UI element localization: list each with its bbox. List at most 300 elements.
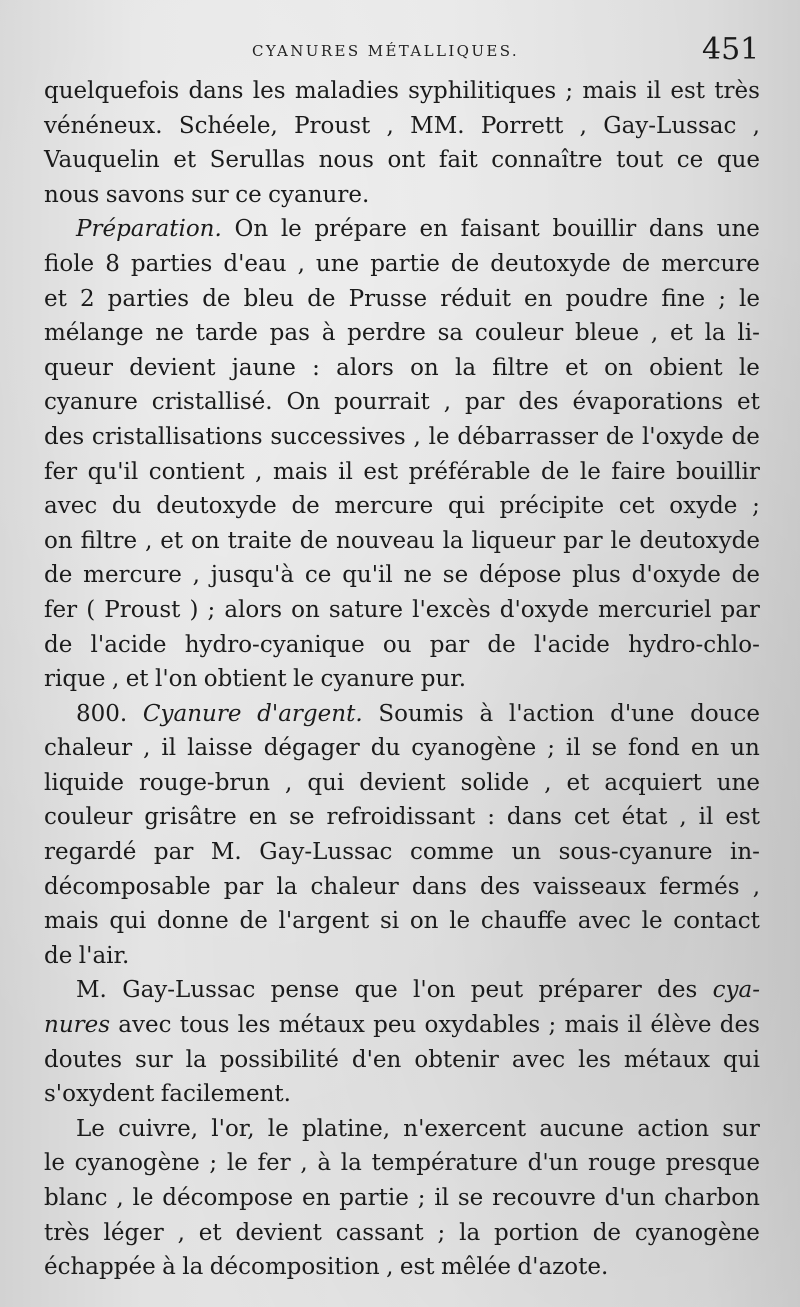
word: en	[524, 285, 553, 312]
word: presque	[665, 1150, 760, 1177]
text-line	[44, 1077, 760, 1112]
word: la	[704, 320, 726, 347]
word: Serullas	[209, 147, 306, 174]
word: de	[592, 1219, 622, 1246]
word: peu	[373, 1012, 417, 1039]
word: la	[276, 873, 298, 900]
word: le	[579, 458, 601, 485]
word: tous	[179, 1012, 230, 1039]
text-line	[44, 1146, 760, 1181]
word: ;	[437, 1219, 446, 1246]
word: et	[125, 666, 149, 693]
word: mercure	[334, 493, 434, 520]
word: traite	[227, 527, 292, 554]
word: chauffe	[480, 908, 568, 935]
word: de	[202, 285, 231, 312]
word: en	[690, 735, 720, 762]
word: recouvre	[492, 1185, 596, 1211]
word: de	[450, 250, 480, 277]
word: On	[234, 216, 269, 243]
text-line	[44, 1112, 760, 1147]
word: ,	[679, 804, 687, 831]
word: préférable	[408, 458, 531, 485]
text-line	[44, 178, 760, 213]
word: en	[419, 216, 448, 243]
word: de	[44, 562, 73, 589]
word: mais	[272, 458, 328, 485]
word: dépose	[479, 562, 562, 589]
word: échappée	[44, 1254, 156, 1281]
word: fond	[627, 735, 680, 762]
word: ;	[718, 285, 726, 312]
word: dégager	[263, 735, 360, 762]
word: est	[363, 458, 399, 485]
text-line	[44, 247, 760, 282]
word: sous-cyanure	[558, 839, 713, 866]
word: l'action	[508, 700, 595, 727]
word: 8	[105, 250, 120, 277]
word: se	[591, 735, 618, 762]
word: à	[317, 1150, 332, 1177]
word: ;	[209, 1150, 218, 1177]
word: en	[248, 804, 278, 831]
word: quelquefois	[44, 78, 180, 104]
word: de	[299, 527, 329, 554]
word: laisse	[187, 735, 253, 762]
word: M.	[76, 977, 107, 1004]
text-line	[44, 524, 760, 559]
text-line	[44, 1250, 760, 1285]
word: refroidissant	[326, 804, 476, 831]
word: Schéele,	[178, 112, 278, 139]
word: de	[44, 631, 73, 658]
word: acquiert	[604, 769, 702, 796]
word: syphilitiques	[408, 78, 557, 104]
running-title: CYANURES MÉTALLIQUES.	[252, 42, 520, 60]
word: d'argent.	[257, 700, 363, 727]
word: les	[237, 1012, 271, 1039]
word: qui	[723, 1046, 760, 1073]
word: il	[698, 804, 714, 831]
word: vénéneux.	[44, 112, 163, 139]
word: mercure	[83, 562, 182, 589]
word: d'un	[527, 1150, 579, 1177]
text-line	[44, 74, 760, 109]
word: maladies	[294, 78, 399, 104]
word: fait	[438, 147, 478, 174]
word: décomposable	[44, 873, 211, 900]
word: de	[239, 908, 268, 935]
word: solide	[460, 769, 530, 796]
word: fer	[44, 596, 78, 623]
word: le	[449, 908, 471, 935]
word: partie	[339, 1185, 409, 1211]
word: de	[621, 250, 651, 277]
word: décomposition	[209, 1254, 380, 1281]
text-line	[44, 835, 760, 870]
word: Prusse	[348, 285, 428, 312]
word: ,	[300, 1150, 308, 1177]
word: léger	[103, 1219, 164, 1246]
word: devient	[129, 354, 216, 381]
word: Vauquelin	[44, 147, 160, 174]
word: jusqu'à	[210, 562, 295, 589]
word: queur	[44, 354, 113, 381]
word: ;	[547, 735, 555, 762]
word: est	[670, 78, 706, 104]
word: chaleur	[44, 735, 133, 762]
word: et	[44, 285, 67, 312]
word: ;	[752, 493, 760, 520]
word: possibilité	[219, 1046, 339, 1073]
word: par	[464, 389, 505, 416]
body-text	[44, 74, 760, 1285]
word: successives	[270, 423, 406, 450]
word: et	[737, 389, 760, 416]
word: l'on	[154, 666, 198, 693]
word: se	[289, 804, 315, 831]
word: à	[321, 320, 336, 347]
word: et	[566, 769, 590, 796]
word: le	[738, 354, 760, 381]
text-line	[44, 1181, 760, 1216]
word: il	[338, 458, 353, 485]
word: des	[518, 389, 559, 416]
word: cyanogène	[634, 1219, 760, 1246]
word: ,	[145, 527, 153, 554]
word: li-	[737, 320, 760, 347]
text-line	[44, 351, 760, 386]
word: avec	[511, 1046, 566, 1073]
word: évaporations	[572, 389, 724, 416]
word: action	[637, 1115, 710, 1142]
text-line	[44, 212, 760, 247]
word: cristallisé.	[151, 389, 273, 416]
word: ,	[544, 769, 552, 796]
word: la	[340, 1150, 362, 1177]
word: si	[379, 908, 400, 935]
word: doutes	[44, 1046, 123, 1073]
page-number: 451	[702, 32, 760, 67]
word: ,	[116, 1185, 124, 1211]
word: cyanure	[320, 666, 415, 693]
word: on	[409, 908, 439, 935]
word: bouillir	[552, 216, 637, 243]
word: (	[86, 596, 96, 623]
word: un	[730, 735, 760, 762]
word: précipite	[499, 493, 605, 520]
word: fer	[257, 1150, 291, 1177]
word: Cyanure	[142, 700, 242, 727]
word: sa	[437, 320, 464, 347]
word: de	[541, 458, 570, 485]
word: ,	[143, 735, 151, 762]
word: Gay-Lussac	[122, 977, 256, 1004]
word: mêlée	[440, 1254, 511, 1281]
word: les	[578, 1046, 611, 1073]
word: ,	[386, 1254, 394, 1281]
word: contient	[148, 458, 245, 485]
text-line	[44, 143, 760, 178]
word: de	[291, 493, 320, 520]
running-head	[0, 32, 800, 67]
word: grisâtre	[144, 804, 237, 831]
text-line	[44, 766, 760, 801]
word: le	[610, 527, 632, 554]
word: cristallisations	[91, 423, 263, 450]
word: on	[191, 527, 220, 554]
word: ce	[676, 147, 704, 174]
text-line	[44, 282, 760, 317]
word: ont	[387, 147, 426, 174]
word: devient	[235, 1219, 322, 1246]
word: l'air.	[78, 942, 130, 969]
word: on	[604, 354, 633, 381]
word: très	[44, 1219, 90, 1246]
word: Préparation.	[76, 216, 222, 243]
word: par	[223, 873, 264, 900]
word: cet	[573, 804, 610, 831]
word: On	[286, 389, 321, 416]
word: n'exercent	[403, 1115, 527, 1142]
word: alors	[224, 596, 283, 623]
word: Gay-Lussac	[259, 839, 393, 866]
word: débarrasser	[457, 423, 599, 450]
word: peut	[470, 977, 524, 1004]
word: qu'il	[342, 562, 393, 589]
word: obtenir	[414, 1046, 499, 1073]
word: perdre	[347, 320, 426, 347]
word: des	[719, 1012, 760, 1039]
word: est	[725, 804, 760, 831]
word: dans	[188, 78, 244, 104]
word: d'eau	[223, 250, 287, 277]
word: métaux	[623, 1046, 711, 1073]
word: mais	[564, 1012, 620, 1039]
word: il	[627, 1012, 643, 1039]
word: cyanure	[44, 389, 138, 416]
word: avec	[44, 493, 98, 520]
word: ,	[111, 666, 120, 693]
word: et	[173, 147, 197, 174]
word: sur	[135, 1046, 173, 1073]
word: devient	[359, 769, 446, 796]
word: se	[442, 562, 469, 589]
word: ,	[752, 112, 760, 139]
word: connaître	[491, 147, 603, 174]
word: et	[198, 1219, 222, 1246]
word: du	[111, 493, 142, 520]
word: Le	[76, 1115, 105, 1142]
word: in-	[730, 839, 760, 866]
word: il	[646, 78, 662, 104]
word: charbon	[664, 1185, 760, 1211]
word: oxydables	[424, 1012, 541, 1039]
word: décompose	[162, 1185, 294, 1211]
word: jaune	[231, 354, 296, 381]
word: température	[371, 1150, 518, 1177]
word: fiole	[44, 250, 95, 277]
word: de	[731, 423, 760, 450]
word: d'une	[610, 700, 675, 727]
word: fine	[661, 285, 706, 312]
word: le	[293, 666, 315, 693]
word: sature	[328, 596, 404, 623]
word: nous	[318, 147, 374, 174]
word: de	[605, 423, 635, 450]
word: une	[315, 250, 360, 277]
word: cyanogène	[74, 1150, 200, 1177]
text-line	[44, 973, 760, 1008]
word: bouillir	[676, 458, 760, 485]
word: aucune	[539, 1115, 625, 1142]
word: 800.	[76, 700, 128, 727]
word: et	[160, 527, 184, 554]
word: 2	[79, 285, 95, 312]
word: l'acide	[533, 631, 610, 658]
word: nous	[44, 181, 100, 208]
word: la	[185, 1046, 207, 1073]
word: la	[182, 1254, 204, 1281]
word: savons	[105, 181, 185, 208]
word: état	[621, 804, 668, 831]
word: ,	[297, 250, 305, 277]
word: le	[226, 1150, 248, 1177]
text-line	[44, 800, 760, 835]
word: deutoxyde	[156, 493, 277, 520]
word: on	[291, 596, 320, 623]
word: ,	[579, 112, 587, 139]
word: qui	[109, 908, 147, 935]
word: pur.	[420, 666, 467, 693]
word: qui	[307, 769, 345, 796]
text-line	[44, 109, 760, 144]
word: que	[354, 977, 398, 1004]
word: ,	[255, 458, 263, 485]
word: dans	[648, 216, 704, 243]
word: ce	[304, 562, 332, 589]
word: obient	[649, 354, 723, 381]
word: de	[44, 942, 73, 969]
word: un	[511, 839, 542, 866]
word: l'or,	[211, 1115, 255, 1142]
word: M.	[210, 839, 242, 866]
word: portion	[494, 1219, 579, 1246]
word: parties	[130, 250, 213, 277]
word: plus	[572, 562, 621, 589]
word: pas	[269, 320, 310, 347]
word: ;	[417, 1185, 426, 1211]
word: à	[479, 700, 494, 727]
word: Proust	[294, 112, 371, 139]
word: deutoxyde	[490, 250, 611, 277]
word: tout	[616, 147, 664, 174]
text-line	[44, 455, 760, 490]
word: blanc	[44, 1185, 108, 1211]
word: chaleur	[310, 873, 399, 900]
word: mercure	[661, 250, 760, 277]
word: avec	[118, 1012, 172, 1039]
word: nures	[44, 1012, 111, 1039]
word: d'azote.	[517, 1254, 609, 1281]
text-line	[44, 558, 760, 593]
word: facilement.	[160, 1081, 291, 1108]
word: ;	[207, 596, 216, 623]
text-line	[44, 904, 760, 939]
word: obtient	[203, 666, 287, 693]
word: donne	[156, 908, 229, 935]
word: l'on	[413, 977, 456, 1004]
word: cassant	[335, 1219, 424, 1246]
word: par	[720, 596, 760, 623]
word: d'oxyde	[631, 562, 721, 589]
word: le	[280, 216, 302, 243]
word: alors	[336, 354, 394, 381]
word: faire	[611, 458, 666, 485]
word: de	[487, 631, 516, 658]
word: partie	[370, 250, 440, 277]
word: on	[410, 354, 439, 381]
word: ,	[443, 389, 452, 416]
word: une	[716, 769, 760, 796]
word: il	[434, 1185, 449, 1211]
word: liqueur	[471, 527, 556, 554]
word: cya-	[712, 977, 760, 1004]
word: deutoxyde	[639, 527, 760, 554]
word: cet	[618, 493, 655, 520]
word: métaux	[278, 1012, 365, 1039]
word: le	[267, 1115, 289, 1142]
word: d'en	[351, 1046, 402, 1073]
text-line	[44, 1043, 760, 1078]
word: ,	[413, 423, 421, 450]
word: se	[457, 1185, 484, 1211]
word: il	[161, 735, 177, 762]
word: le	[44, 1150, 65, 1177]
text-line	[44, 662, 760, 697]
word: filtre	[492, 354, 549, 381]
word: cyanogène	[411, 735, 537, 762]
word: ce	[235, 181, 262, 208]
word: par	[563, 527, 603, 554]
word: réduit	[440, 285, 511, 312]
word: à	[162, 1254, 176, 1281]
word: oxyde	[669, 493, 738, 520]
word: pourrait	[334, 389, 430, 416]
word: la	[459, 1219, 481, 1246]
text-line	[44, 420, 760, 455]
word: rique	[44, 666, 106, 693]
word: pense	[270, 977, 340, 1004]
word: une	[716, 216, 760, 243]
word: bleu	[243, 285, 295, 312]
word: élève	[650, 1012, 712, 1039]
word: qui	[447, 493, 485, 520]
word: ,	[752, 873, 760, 900]
text-line	[44, 939, 760, 974]
word: sur	[191, 181, 229, 208]
word: la	[454, 354, 477, 381]
text-line	[44, 1216, 760, 1251]
word: vaisseaux	[533, 873, 647, 900]
word: parties	[107, 285, 190, 312]
word: hydro-cyanique	[184, 631, 365, 658]
word: ,	[285, 769, 293, 796]
word: couleur	[44, 804, 133, 831]
word: les	[252, 78, 286, 104]
word: filtre	[80, 527, 138, 554]
word: le	[132, 1185, 154, 1211]
